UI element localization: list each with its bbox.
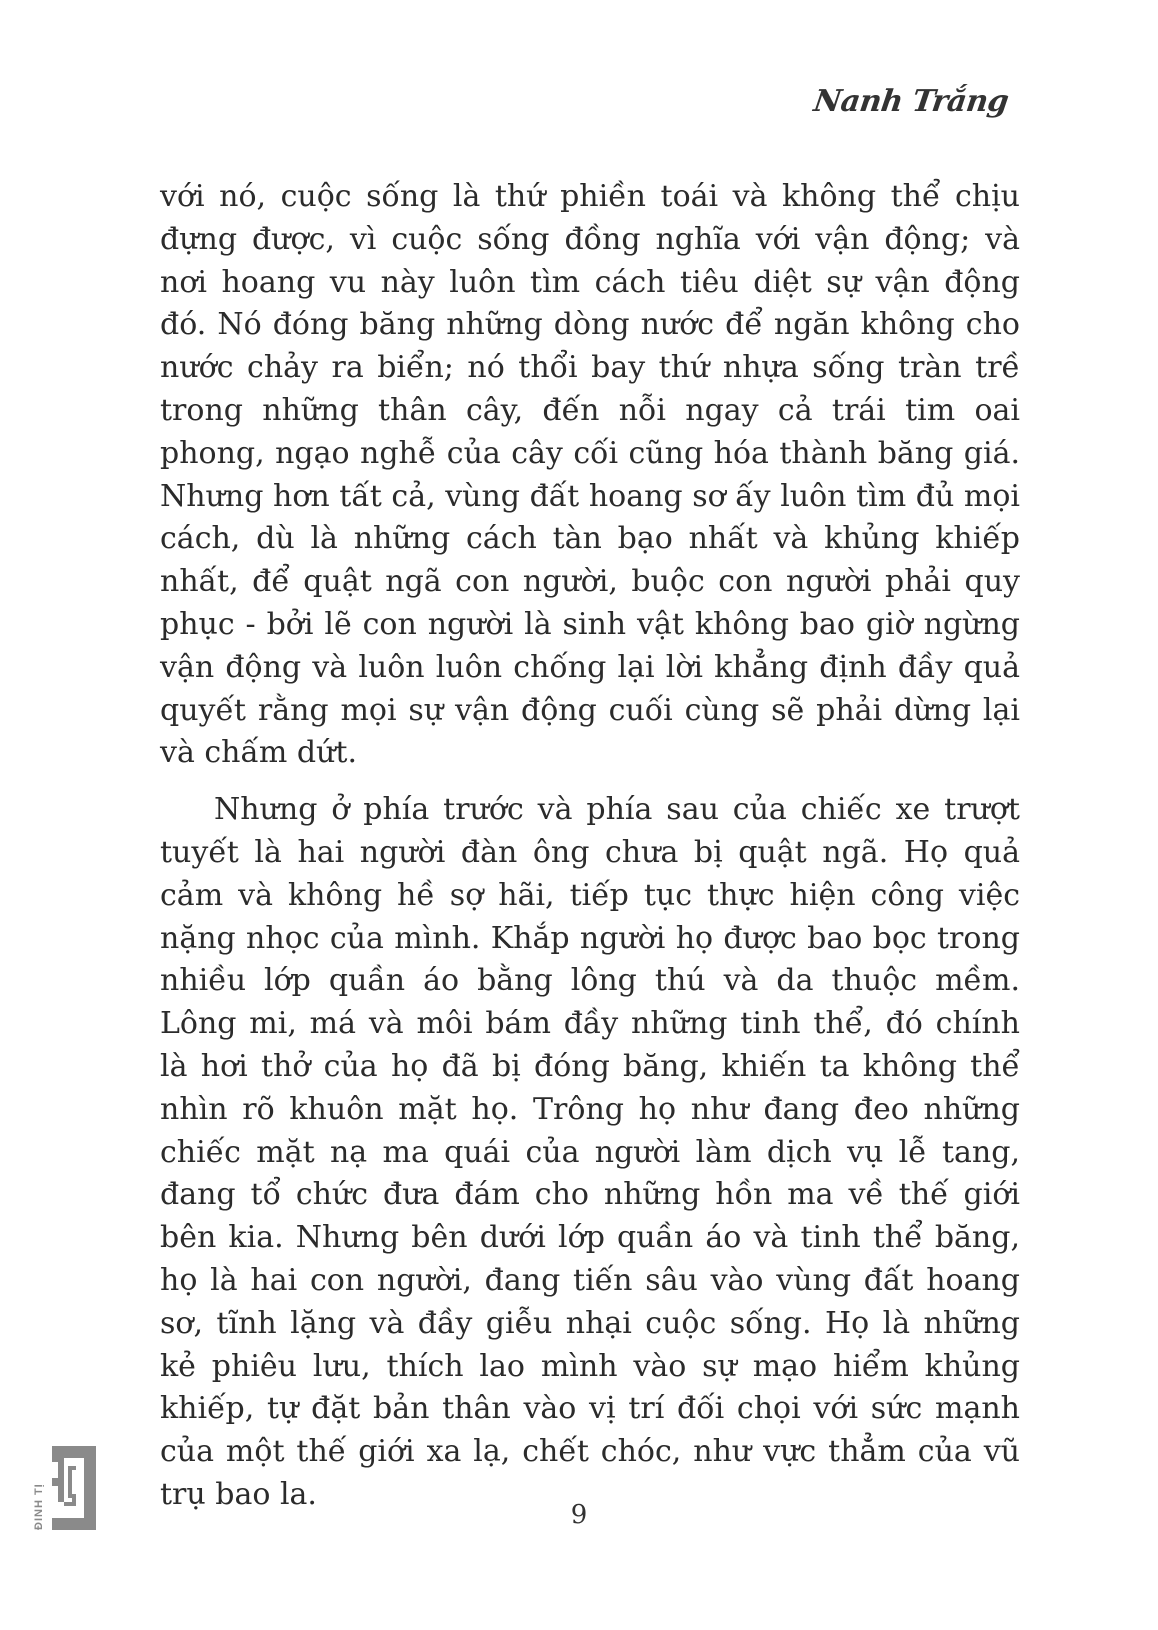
running-header-title: Nanh Trắng [811,84,1011,119]
dinh-ti-logo-icon [24,1438,104,1538]
publisher-logo-text: ĐINH TỊ [33,1483,45,1530]
paragraph-2: Nhưng ở phía trước và phía sau của chiếc xe trượt tuyết là hai người đàn ông chưa bị quật ngã. Họ quả cảm và không hề sợ hãi, tiếp tục thực hiện công việc nặng nhọc của mình. Khắp người họ được bao bọc trong nhiều lớp quần áo bằng lông thú và da thuộc mềm. Lông mi, má và môi bám đầy những tinh thể, đó chính là hơi thở của họ đã bị đóng băng, khiến ta không thể nhìn rõ khuôn mặt họ. Trông họ như đang đeo những chiếc mặt nạ ma quái của người làm dịch vụ lễ tang, đang tổ chức đưa đám cho những hồn ma về thế giới bên kia. Nhưng bên dưới lớp quần áo và tinh thể băng, họ là hai con người, đang tiến sâu vào vùng đất hoang sơ, tĩnh lặng và đầy giễu nhại cuộc sống. Họ là những kẻ phiêu lưu, thích lao mình vào sự mạo hiểm khủng khiếp, tự đặt bản thân vào vị trí đối chọi với sức mạnh của một thế giới xa lạ, chết chóc, như vực thẳm của vũ trụ bao la. [160,792,1020,1512]
paragraph-1: với nó, cuộc sống là thứ phiền toái và không thể chịu đựng được, vì cuộc sống đồng nghĩa với vận động; và nơi hoang vu này luôn tìm cách tiêu diệt sự vận động đó. Nó đóng băng những dòng nước để ngăn không cho nước chảy ra biển; nó thổi bay thứ nhựa sống tràn trề trong những thân cây, đến nỗi ngay cả trái tim oai phong, ngạo nghễ của cây cối cũng hóa thành băng giá. Nhưng hơn tất cả, vùng đất hoang sơ ấy luôn tìm đủ mọi cách, dù là những cách tàn bạo nhất và khủng khiếp nhất, để quật ngã con người, buộc con người phải quy phục - bởi lẽ con người là sinh vật không bao giờ ngừng vận động và luôn luôn chống lại lời khẳng định đầy quả quyết rằng mọi sự vận động cuối cùng sẽ phải dừng lại và chấm dứt. [160,179,1020,771]
body-text [160,176,1020,1517]
page-number: 9 [570,1500,588,1530]
